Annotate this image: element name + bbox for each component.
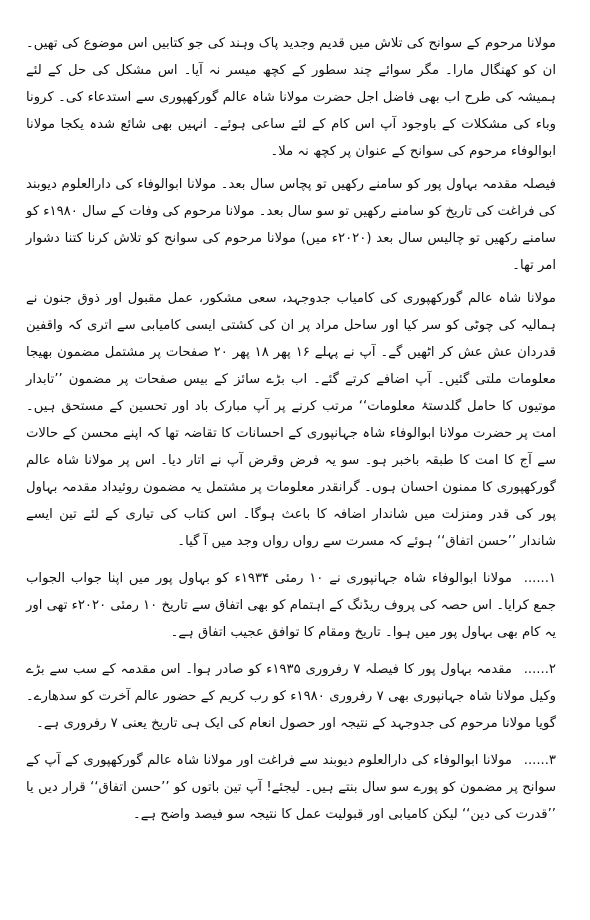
coincidence-item-2 xyxy=(26,656,556,737)
item-text: مولانا ابوالوفاء کی دارالعلوم دیوبند سے فراغت اور مولانا شاہ عالم گورکھپوری کے آپ کے سوانح پر مضمون کو پورے سو سال بنتے ہیں۔ لیجئے! آپ تین باتوں کو ’’حسن اتفاق‘‘ قرار دیں یا ’’قدرت کی دین‘‘ لیکن کامیابی اور قبولیت عمل کا نتیجہ سو فیصد واضح ہے۔ xyxy=(26,753,556,822)
coincidence-item-3 xyxy=(26,747,556,828)
item-text: مقدمہ بہاول پور کا فیصلہ ۷ رفروری ۱۹۳۵ء کو صادر ہوا۔ اس مقدمہ کے سب سے بڑے وکیل مولانا شاہ جہانپوری بھی ۷ رفروری ۱۹۸۰ء کو رب کریم کے حضور عالم آخرت کو سدھارے۔ گویا مولانا مرحوم کی جدوجہد کے نتیجہ اور حصول انعام کی ایک ہی تاریخ یعنی ۷ رفروری ہے۔ xyxy=(26,662,557,731)
coincidence-item-1 xyxy=(26,565,556,646)
paragraph-timeline: فیصلہ مقدمہ بہاول پور کو سامنے رکھیں تو پچاس سال بعد۔ مولانا ابوالوفاء کی دارالعلوم دیوبند کی فراغت کی تاریخ کو سامنے رکھیں تو سو سال بعد۔ مولانا مرحوم کی وفات کے سال ۱۹۸۰ء کو سامنے رکھیں تو چالیس سال بعد (۲۰۲۰ء میں) مولانا مرحوم کی سوانح کو تلاش کرنا کتنا دشوار امر تھا۔ xyxy=(26,177,556,273)
item-number: ۳...... xyxy=(523,753,556,768)
page-body xyxy=(26,30,556,828)
item-text: مولانا ابوالوفاء شاہ جہانپوری نے ۱۰ رمئی ۱۹۳۴ء کو بہاول پور میں اپنا جواب الجواب جمع کرایا۔ اس حصہ کی پروف ریڈنگ کے اہتمام کو بھی اتفاق سے تاریخ ۱۰ رمئی ۲۰۲۰ء تھی اور یہ کام بھی بہاول پور میں ہوا۔ تاریخ ومقام کا توافق عجیب اتفاق ہے۔ xyxy=(26,571,556,640)
paragraph-gratitude: مولانا شاہ عالم گورکھپوری کی کامیاب جدوجہد، سعی مشکور، عمل مقبول اور ذوق جنون نے ہمالیہ کی چوٹی کو سر کیا اور ساحل مراد پر ان کی کشتی ایسی کامیابی سے اتری کہ واقفین قدردان عش عش کر اٹھیں گے۔ آپ نے پہلے ۱۶ پھر ۱۸ پھر ۲۰ صفحات پر مشتمل مضمون بھیجا معلومات ملتی گئیں۔ آپ اضافے کرتے گئے۔ اب بڑے سائز کے بیس صفحات پر مضمون ’’تابدار موتیوں کا حامل گلدستۂ معلومات‘‘ مرتب کرنے پر آپ مبارک باد اور تحسین کے مستحق ہیں۔ امت پر حضرت مولانا ابوالوفاء شاہ جہانپوری کے احسانات کا تقاضہ تھا کہ اپنے محسن کے حالات سے آج کا امت کا طبقہ باخبر ہو۔ سو یہ فرض وقرض آپ نے اتار دیا۔ اس پر مولانا شاہ عالم گورکھپوری کا ممنون احسان ہوں۔ گرانقدر معلومات پر مشتمل یہ مضمون روئیداد مقدمہ بہاول پور کی قدر ومنزلت میں شاندار اضافہ کا باعث ہوگا۔ اس کتاب کی تیاری کے لئے تین ایسے شاندار ’’حسن اتفاق‘‘ ہوئے کہ مسرت سے رواں رواں وجد میں آ گیا۔ xyxy=(26,291,556,549)
paragraph-search-for-biography: مولانا مرحوم کے سوانح کی تلاش میں قدیم وجدید پاک وہند کی جو کتابیں اس موضوع کی تھیں۔ ان کو کھنگال مارا۔ مگر سوائے چند سطور کے کچھ میسر نہ آیا۔ اس مشکل کی حل کے لئے ہمیشہ کی طرح اب بھی فاضل اجل حضرت مولانا شاہ عالم گورکھپوری سے استدعاء کی۔ کرونا وباء کی مشکلات کے باوجود آپ اس کام کے لئے ساعی ہوئے۔ انہیں بھی شائع شدہ یکجا مولانا ابوالوفاء مرحوم کی سوانح کے عنوان پر کچھ نہ ملا۔ xyxy=(26,36,556,159)
item-number: ۲...... xyxy=(523,662,556,677)
item-number: ۱...... xyxy=(523,571,556,586)
